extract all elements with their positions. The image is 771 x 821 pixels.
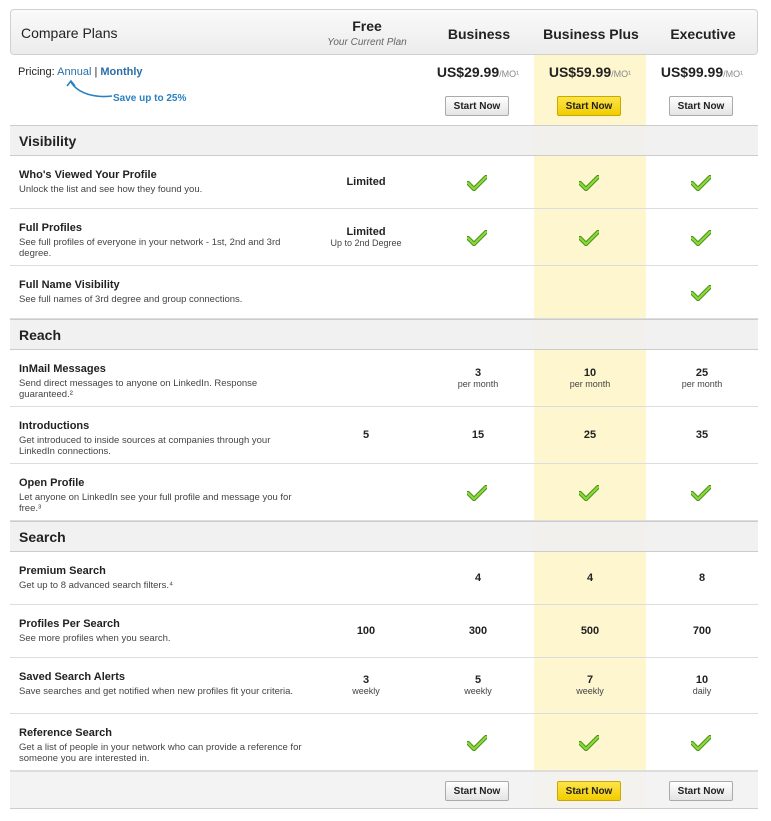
value-subtext: per month (457, 379, 499, 389)
feature-row (10, 350, 758, 407)
feature-title: Reference Search (19, 727, 112, 739)
checkmark-icon (467, 485, 487, 506)
plan-name-business: Business (447, 26, 511, 42)
price-unit: /MO¹ (611, 69, 632, 79)
feature-title: InMail Messages (19, 363, 106, 375)
pricing-label: Pricing: (18, 66, 55, 78)
feature-value (422, 572, 534, 584)
feature-row (10, 658, 758, 714)
feature-cell (534, 485, 646, 501)
section-header-visibility (10, 125, 758, 156)
checkmark-icon (467, 230, 487, 251)
value-number: 10 (583, 367, 597, 379)
annual-link[interactable]: Annual (57, 66, 92, 78)
feature-description: See full names of 3rd degree and group connections. (19, 294, 243, 305)
value-number: 8 (698, 572, 706, 584)
feature-title: Open Profile (19, 477, 85, 489)
feature-row (10, 407, 758, 464)
start-cell-executive (646, 96, 758, 116)
price-executive (646, 64, 758, 80)
value-number: 15 (471, 429, 485, 441)
feature-title: Who's Viewed Your Profile (19, 169, 157, 181)
feature-cell (646, 485, 758, 501)
value-number: 300 (468, 625, 488, 637)
checkmark-icon (691, 230, 711, 251)
start-cell-business (422, 96, 534, 116)
value-subtext: per month (569, 379, 611, 389)
feature-value (310, 674, 422, 696)
value-number: 7 (586, 674, 594, 686)
value-number: 5 (362, 429, 370, 441)
save-note: Save up to 25% (113, 93, 187, 104)
feature-cell (422, 175, 534, 191)
feature-cell (422, 735, 534, 751)
start-now-button-business-plus[interactable]: Start Now (557, 96, 621, 116)
checkmark-icon (579, 230, 599, 251)
feature-row (10, 209, 758, 266)
feature-description: Send direct messages to anyone on LinkedIn. Response guaranteed.² (19, 378, 258, 400)
feature-title: Premium Search (19, 565, 106, 577)
feature-cell (646, 735, 758, 751)
price-amount: US$99.99 (660, 64, 724, 80)
feature-description: See full profiles of everyone in your network - 1st, 2nd and 3rd degree. (19, 237, 281, 259)
feature-title: Introductions (19, 420, 90, 432)
feature-value (646, 367, 758, 389)
feature-value (646, 572, 758, 584)
feature-title: Profiles Per Search (19, 618, 120, 630)
feature-cell (534, 230, 646, 246)
value-number: 35 (695, 429, 709, 441)
feature-row (10, 464, 758, 521)
checkmark-icon (691, 735, 711, 756)
checkmark-icon (467, 735, 487, 756)
feature-description: Unlock the list and see how they found you. (19, 184, 203, 195)
pricing-toggle (18, 66, 143, 78)
section-header-reach (10, 319, 758, 350)
monthly-link[interactable]: Monthly (100, 66, 143, 78)
value-number: 25 (695, 367, 709, 379)
feature-title: Saved Search Alerts (19, 671, 125, 683)
feature-description: Get introduced to inside sources at companies through your LinkedIn connections. (19, 435, 271, 457)
page-title: Compare Plans (21, 25, 118, 41)
feature-value (534, 572, 646, 584)
checkmark-icon (579, 485, 599, 506)
feature-title: Full Name Visibility (19, 279, 120, 291)
price-unit: /MO¹ (499, 69, 520, 79)
feature-row (10, 714, 758, 771)
feature-value (534, 367, 646, 389)
checkmark-icon (467, 175, 487, 196)
feature-cell (646, 230, 758, 246)
feature-value (310, 176, 422, 188)
section-title: Visibility (19, 133, 77, 149)
feature-description: Let anyone on LinkedIn see your full profile and message you for free.³ (19, 492, 292, 514)
pricing-row (10, 55, 758, 125)
value-subtext: Up to 2nd Degree (330, 238, 402, 248)
feature-value (422, 367, 534, 389)
current-plan-note: Your Current Plan (327, 37, 407, 48)
value-number: 10 (695, 674, 709, 686)
feature-value (646, 625, 758, 637)
feature-row (10, 266, 758, 319)
plan-name-free: Free (352, 18, 382, 34)
feature-value (646, 429, 758, 441)
value-number: 3 (362, 674, 370, 686)
feature-cell (646, 175, 758, 191)
feature-cell (422, 230, 534, 246)
feature-title: Full Profiles (19, 222, 82, 234)
feature-value (422, 429, 534, 441)
curved-arrow-icon (66, 78, 114, 100)
value-number: 700 (692, 625, 712, 637)
footer-cell-executive (646, 781, 758, 801)
value-number: Limited (346, 226, 386, 238)
feature-row (10, 605, 758, 658)
plan-name-executive: Executive (670, 26, 736, 42)
feature-value (310, 429, 422, 441)
feature-row (10, 156, 758, 209)
footer-cell-business-plus (534, 781, 646, 801)
start-now-button-executive-bottom[interactable]: Start Now (669, 781, 733, 801)
feature-description: Get a list of people in your network who can provide a reference for someone you are interested in. (19, 742, 302, 764)
start-now-button-executive[interactable]: Start Now (669, 96, 733, 116)
feature-value (534, 625, 646, 637)
value-number: 4 (474, 572, 482, 584)
checkmark-icon (579, 735, 599, 756)
checkmark-icon (579, 175, 599, 196)
value-subtext: weekly (576, 686, 604, 696)
section-header-search (10, 521, 758, 552)
pricing-separator: | (94, 66, 98, 78)
price-business-plus (534, 64, 646, 80)
feature-description: See more profiles when you search. (19, 633, 171, 644)
feature-cell (646, 285, 758, 301)
feature-value (534, 429, 646, 441)
value-number: 100 (356, 625, 376, 637)
value-subtext: daily (692, 686, 712, 696)
checkmark-icon (691, 175, 711, 196)
value-number: 500 (580, 625, 600, 637)
price-amount: US$59.99 (548, 64, 612, 80)
feature-value (310, 226, 422, 248)
start-cell-business-plus (534, 96, 646, 116)
section-title: Search (19, 529, 66, 545)
value-subtext: weekly (352, 686, 380, 696)
feature-row (10, 552, 758, 605)
price-unit: /MO¹ (723, 69, 744, 79)
price-amount: US$29.99 (436, 64, 500, 80)
plan-name-business-plus: Business Plus (543, 26, 639, 42)
feature-cell (534, 175, 646, 191)
footer-row (10, 771, 758, 809)
value-number: Limited (346, 176, 386, 188)
value-number: 25 (583, 429, 597, 441)
feature-value (646, 674, 758, 696)
section-title: Reach (19, 327, 62, 343)
start-now-button-business-bottom[interactable]: Start Now (445, 781, 509, 801)
value-subtext: per month (681, 379, 723, 389)
feature-description: Get up to 8 advanced search filters.⁴ (19, 580, 174, 591)
feature-value (534, 674, 646, 696)
start-now-button-business-plus-bottom[interactable]: Start Now (557, 781, 621, 801)
feature-description: Save searches and get notified when new profiles fit your criteria. (19, 686, 294, 697)
plans-header (10, 9, 758, 55)
start-now-button-business[interactable]: Start Now (445, 96, 509, 116)
checkmark-icon (691, 485, 711, 506)
value-subtext: weekly (464, 686, 492, 696)
feature-value (422, 674, 534, 696)
feature-cell (534, 735, 646, 751)
checkmark-icon (691, 285, 711, 306)
feature-cell (422, 485, 534, 501)
feature-value (310, 625, 422, 637)
footer-cell-business (422, 781, 534, 801)
feature-value (422, 625, 534, 637)
value-number: 4 (586, 572, 594, 584)
price-business (422, 64, 534, 80)
value-number: 5 (474, 674, 482, 686)
value-number: 3 (474, 367, 482, 379)
